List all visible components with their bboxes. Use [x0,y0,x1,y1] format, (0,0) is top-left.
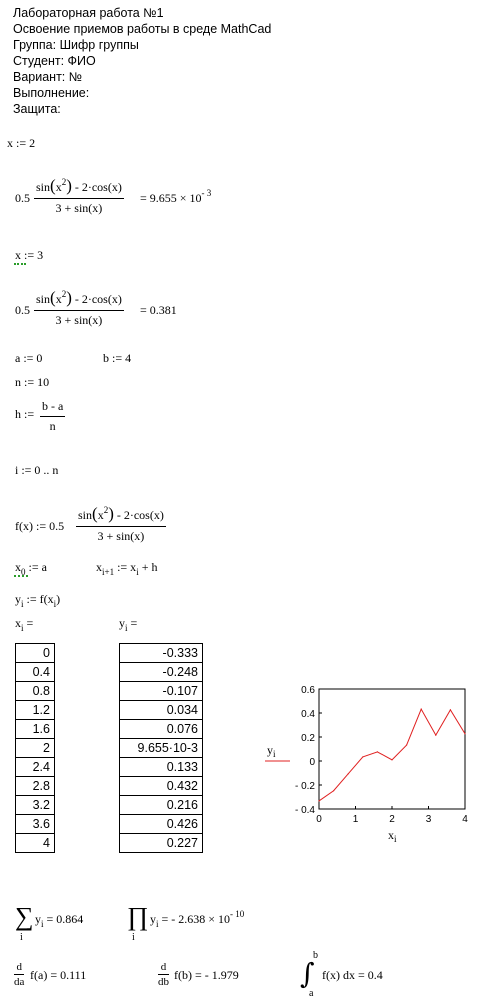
assign-n[interactable]: n := 10 [15,375,50,389]
header-line-subject: Освоение приемов работы в среде MathCad [13,22,272,36]
sum-body [35,912,83,927]
x-table-row [16,834,55,853]
data-point [406,744,407,745]
y-table-row [120,644,203,663]
header-line-title: Лабораторная работа №1 [13,6,164,20]
y-table-cell[interactable]: 0.034 [120,701,203,720]
x-table-label-base: x [15,616,21,630]
deriv-a-value: = 0.111 [50,968,87,982]
xi1-rhs: + h [141,560,158,574]
expr2-num-x: x [55,292,62,306]
assign-b[interactable]: b := 4 [103,351,132,365]
y-table-cell[interactable]: -0.333 [120,644,203,663]
xi1-mid: := x [117,560,137,574]
y-tick-label: 0.4 [301,709,315,720]
assign-x-3[interactable]: x := 3 [15,248,44,262]
func-lhs[interactable]: f(x) := 0.5 [15,519,65,533]
deriv-b-operator[interactable] [158,961,169,988]
y-tick-label: 0 [309,757,315,768]
xi1-base: x [96,560,102,574]
integral-expression[interactable] [300,950,400,1002]
integral-body [322,968,383,983]
x-tick-label: 1 [352,814,359,825]
expr1-result [140,188,212,206]
sum-symbol: ∑ [15,902,34,931]
x0-sub: 0 [21,567,26,577]
x-table-cell[interactable]: 0.4 [16,663,55,682]
product-under: i [132,932,135,943]
y-table-row [120,682,203,701]
data-point [348,773,349,774]
expr2-fraction[interactable]: $\frac{\sin(x^2) - 2\cdot\cos(x)}{3 + \sin(x)}$ [36,288,122,327]
expr1-num-pow: 2 [61,177,67,187]
product-label: y [150,912,156,926]
x-table-row [16,815,55,834]
x-table-cell[interactable]: 1.6 [16,720,55,739]
y-table-cell[interactable]: 0.076 [120,720,203,739]
y-table-row [120,701,203,720]
assign-yi[interactable] [15,592,60,607]
y-table-row [120,796,203,815]
y-tick-label: 0.6 [301,685,315,696]
y-table-label-eq: = [130,616,138,630]
expr2-result: = 0.381 [140,303,177,317]
x-table-cell[interactable]: 4 [16,834,55,853]
deriv-a-num: d [14,961,24,975]
header-line-defense: Защита: [13,102,61,116]
y-table-row [120,815,203,834]
data-point [391,759,392,760]
y-table-cell[interactable]: 0.216 [120,796,203,815]
y-table-cell[interactable]: 0.426 [120,815,203,834]
y-axis-label: $y_i$ [267,742,276,759]
deriv-a-operator[interactable] [14,961,24,988]
y-table-cell[interactable]: 0.227 [120,834,203,853]
data-point [318,800,319,801]
y-table-cell[interactable]: 0.133 [120,758,203,777]
deriv-b-den: db [158,976,169,988]
data-point [333,790,334,791]
assign-h-lhs[interactable]: h := [15,407,35,421]
x-tick-label: 3 [425,814,432,825]
expr1-result-exp: - 3 [201,188,212,198]
y-tick-label: 0.2 [301,733,315,744]
x-table-label [15,616,33,631]
deriv-b-body[interactable] [174,968,239,983]
integral-lower: a [309,988,314,999]
x-table-row [16,682,55,701]
x-tick-label: 0 [316,814,322,825]
y-table-cell[interactable]: -0.248 [120,663,203,682]
h-numerator: b - a [40,399,65,417]
data-point [377,751,378,752]
product-sub: i [156,919,159,929]
x-table-cell[interactable]: 2.4 [16,758,55,777]
assign-xi1[interactable] [96,560,157,575]
expr2-coef: 0.5 [15,303,30,317]
sum-value: = 0.864 [46,912,84,926]
y-table-row [120,720,203,739]
x-table-label-sub: i [21,623,24,633]
yi-rhs-b: ) [56,592,61,606]
xy-plot[interactable] [262,684,474,854]
data-point [435,734,436,735]
expr2-num-pow: 2 [61,289,67,299]
data-point [464,733,465,734]
deriv-b-value: = - 1.979 [195,968,239,982]
deriv-a-expr: f(a) [30,968,48,982]
data-point [362,756,363,757]
expr1-fraction[interactable]: $\frac{\sin(x^2) - 2\cdot\cos(x)}{3 + \sin(x)}$ [36,176,122,215]
deriv-b-num: d [158,961,169,975]
x0-base: x [15,560,21,574]
yi-rhs-a: := f(x [26,592,54,606]
expr1-num-rest: - 2·cos(x) [74,180,122,194]
x-table-cell[interactable]: 1.2 [16,701,55,720]
y-table-cell[interactable]: -0.107 [120,682,203,701]
x-table-row [16,701,55,720]
expr1-coef: 0.5 [15,191,30,205]
y-table-row [120,834,203,853]
x-table-row [16,796,55,815]
sum-sub: i [41,919,44,929]
redefine-warning-squiggle [14,260,26,265]
x-table-row [16,758,55,777]
y-table-row [120,777,203,796]
product-value: = - 2.638 × 10 [161,912,231,926]
y-table-label-sub: i [125,623,128,633]
h-denominator: n [49,419,56,433]
deriv-a-body[interactable] [30,968,86,983]
range-i[interactable]: i := 0 .. n [15,463,59,477]
x-table-cell[interactable]: 2.8 [16,777,55,796]
x-table-cell[interactable]: 0 [16,644,55,663]
x-table-row [16,663,55,682]
expr1-num-x: x [55,180,62,194]
product-exp: - 10 [230,909,245,919]
y-table-row [120,758,203,777]
integral-value: = 0.4 [358,968,383,982]
expr1-num-sin: sin [36,180,51,194]
func-den: 3 + sin(x) [97,529,145,543]
sum-label: y [35,912,41,926]
expr2-num-rest: - 2·cos(x) [74,292,122,306]
xi1-sub: i+1 [102,567,115,577]
func-num-sin: sin [78,508,93,522]
x-table-cell[interactable]: 2 [16,739,55,758]
assign-h-fraction[interactable] [40,399,65,434]
integral-expr: f(x) dx [322,968,355,982]
deriv-b-expr: f(b) [174,968,192,982]
y-table-label [119,616,137,631]
expr1-den: 3 + sin(x) [55,201,103,215]
func-num-pow: 2 [103,505,109,515]
y-tick-label: - 0.4 [294,805,315,816]
product-body [150,909,245,929]
header-line-variant: Вариант: № [13,70,83,84]
x-tick-label: 4 [462,814,468,825]
x-table-row [16,739,55,758]
header-line-group: Группа: Шифр группы [13,38,139,52]
plot-frame [319,689,465,809]
sum-under: i [20,932,23,943]
x-table-row [16,644,55,663]
x-table-cell[interactable]: 3.2 [16,796,55,815]
series-line [319,709,465,801]
y-table-row [120,739,203,758]
integral-upper: b [313,950,318,961]
xi1-sub2: i [136,567,139,577]
product-symbol: ∏ [127,902,149,931]
yi-rhs-sub: i [53,599,57,609]
x-tick-label: 2 [389,814,395,825]
expr2-num-sin: sin [36,292,51,306]
y-table-label-base: y [119,616,125,630]
x-table-label-eq: = [26,616,34,630]
yi-base: y [15,592,21,606]
x0-warning-squiggle [14,572,28,577]
y-tick-label: - 0.2 [294,781,315,792]
y-table-row [120,663,203,682]
y-table-cell[interactable]: 9.655·10-3 [120,739,203,758]
y-values-table[interactable] [119,643,203,853]
yi-sub: i [21,599,24,609]
y-table-cell[interactable]: 0.432 [120,777,203,796]
assign-a[interactable]: a := 0 [15,351,43,365]
x-axis-label: $x_i$ [388,828,397,844]
x-table-row [16,720,55,739]
header-line-done: Выполнение: [13,86,90,100]
func-num-x: x [97,508,104,522]
func-fraction[interactable]: $\frac{\sin(x^2) - 2\cdot\cos(x)}{3 + \sin(x)}$ [78,504,164,543]
x-table-cell[interactable]: 3.6 [16,815,55,834]
header-line-student: Студент: ФИО [13,54,96,68]
x-table-cell[interactable]: 0.8 [16,682,55,701]
expr1-result-value: = 9.655 × 10 [140,191,202,205]
deriv-a-den: da [14,976,25,988]
x-values-table[interactable] [15,643,55,853]
data-point [450,709,451,710]
func-num-rest: - 2·cos(x) [116,508,164,522]
data-point [421,709,422,710]
integral-symbol: ∫ [300,957,315,990]
expr2-den: 3 + sin(x) [55,313,103,327]
x0-rhs: := a [28,560,47,574]
assign-x-2[interactable]: x := 2 [7,136,36,150]
x-table-row [16,777,55,796]
plot-svg [262,684,474,854]
